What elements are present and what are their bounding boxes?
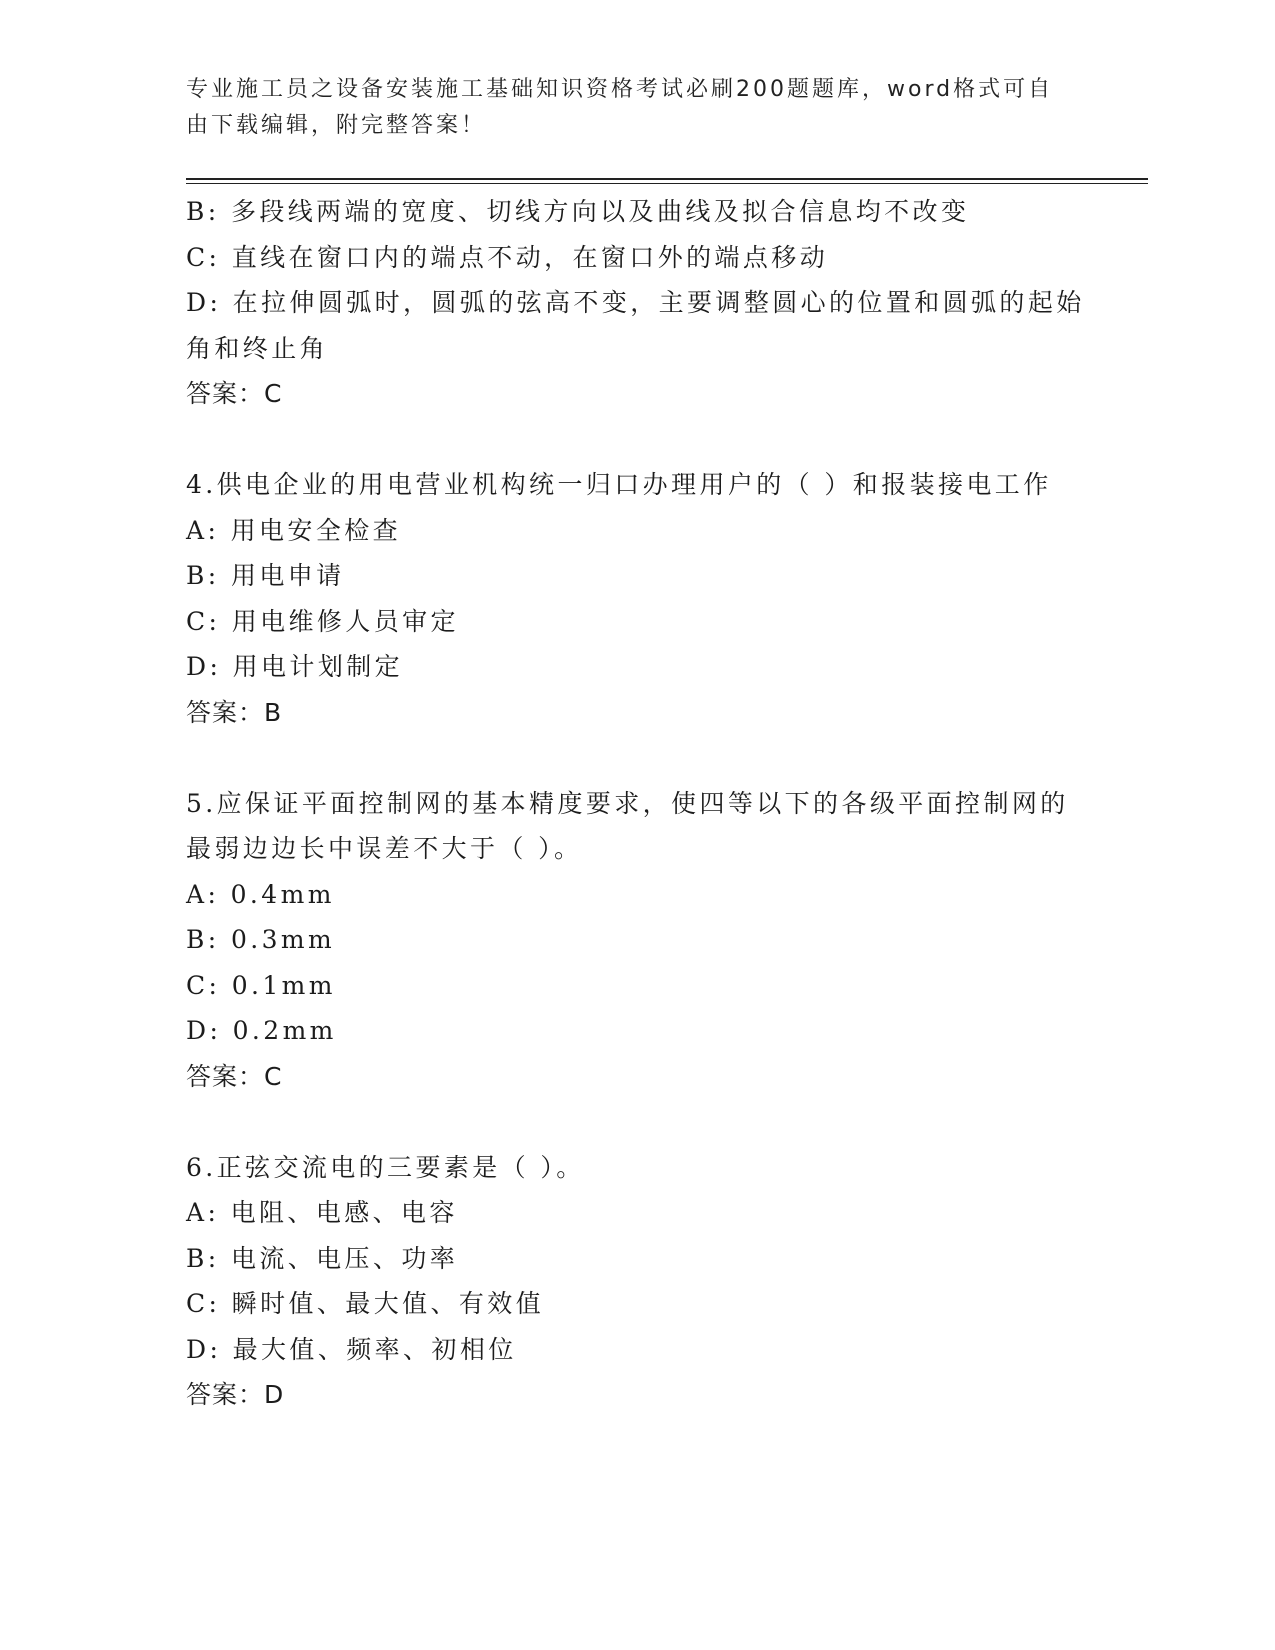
option-d: D: 在拉伸圆弧时，圆弧的弦高不变，主要调整圆心的位置和圆弧的起始角和终止角 (186, 288, 1085, 363)
option-a: A: 电阻、电感、电容 (186, 1198, 458, 1227)
question-block-6 (186, 1145, 1086, 1418)
answer-text: 答案：D (186, 1380, 285, 1409)
question-text: 4.供电企业的用电营业机构统一归口办理用户的（ ）和报装接电工作 (186, 470, 1052, 499)
option-c: C: 瞬时值、最大值、有效值 (186, 1289, 545, 1318)
spacer (186, 1099, 1086, 1145)
option-d: D: 0.2mm (186, 1016, 337, 1045)
document-header: 专业施工员之设备安装施工基础知识资格考试必刷200题题库，word格式可自由下载编辑，附完整答案！ (186, 77, 1054, 138)
question-text: 5.应保证平面控制网的基本精度要求，使四等以下的各级平面控制网的最弱边边长中误差不大于（ ）。 (186, 788, 1069, 863)
option-d: D: 最大值、频率、初相位 (186, 1334, 517, 1364)
header-divider-thin (186, 183, 1148, 184)
spacer (186, 417, 1086, 463)
answer-text: 答案：C (186, 379, 283, 408)
answer-text: 答案：B (186, 697, 283, 727)
question-content (186, 189, 1086, 1418)
option-a: A: 0.4mm (186, 879, 335, 909)
spacer (186, 735, 1086, 781)
header-divider-thick (186, 178, 1148, 180)
option-b: B: 0.3mm (186, 925, 336, 954)
option-b: B: 用电申请 (186, 561, 345, 590)
question-block-3 (186, 189, 1086, 417)
option-c: C: 直线在窗口内的端点不动，在窗口外的端点移动 (186, 242, 829, 272)
option-c: C: 0.1mm (186, 970, 336, 1000)
option-b: B: 多段线两端的宽度、切线方向以及曲线及拟合信息均不改变 (186, 197, 970, 226)
option-a: A: 用电安全检查 (186, 515, 402, 545)
option-d: D: 用电计划制定 (186, 652, 404, 681)
answer-text: 答案：C (186, 1061, 283, 1091)
question-block-5 (186, 781, 1086, 1100)
question-block-4 (186, 462, 1086, 735)
option-c: C: 用电维修人员审定 (186, 606, 459, 636)
option-b: B: 电流、电压、功率 (186, 1243, 459, 1273)
question-text: 6.正弦交流电的三要素是（ ）。 (186, 1152, 585, 1182)
